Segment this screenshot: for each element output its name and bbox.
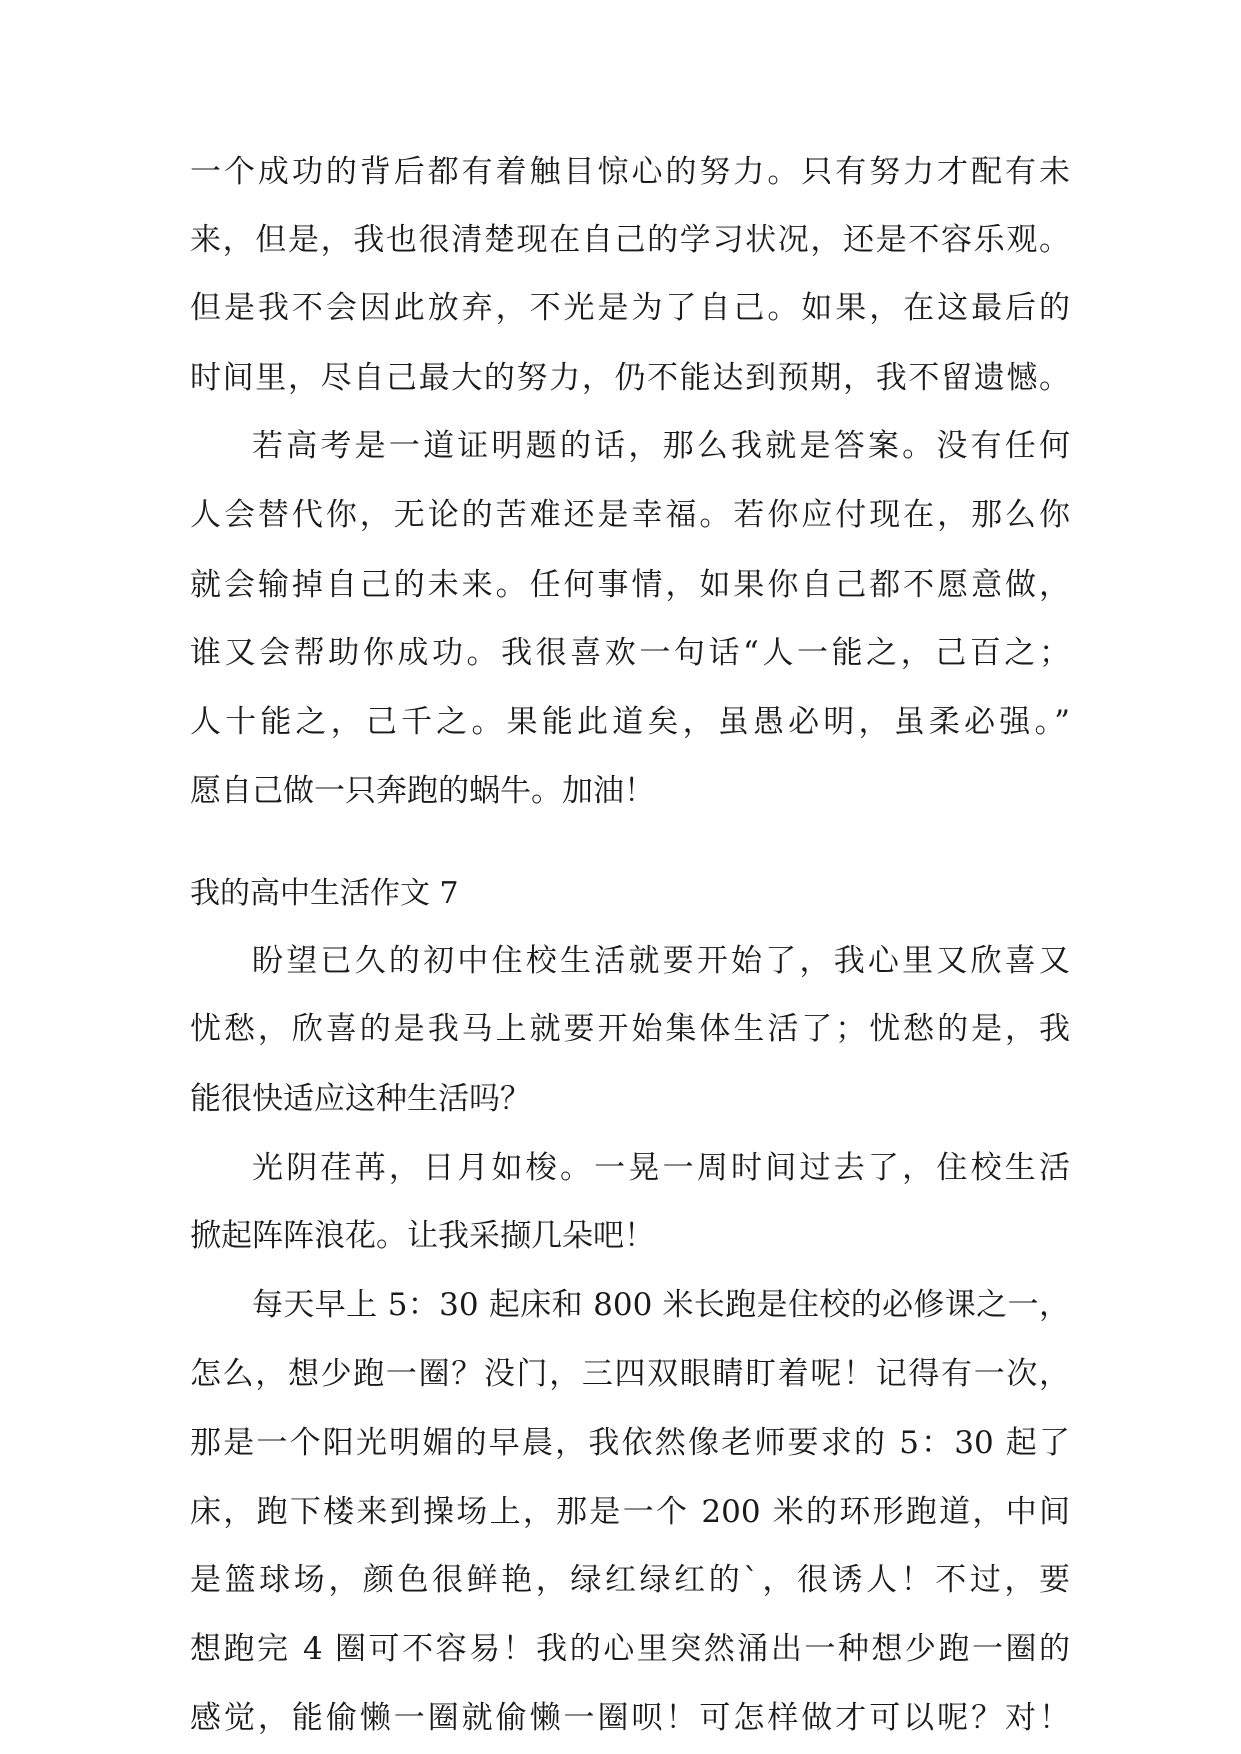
text-line: 是篮球场，颜色很鲜艳，绿红绿红的`，很诱人！不过，要 — [190, 1562, 1070, 1598]
text-line: 想跑完 4 圈可不容易！我的心里突然涌出一种想少跑一圈的 — [190, 1631, 1070, 1667]
text-line: 掀起阵阵浪花。让我采撷几朵吧！ — [190, 1218, 655, 1254]
text-line: 谁又会帮助你成功。我很喜欢一句话“人一能之，己百之； — [190, 635, 1070, 671]
text-line: 愿自己做一只奔跑的蜗牛。加油！ — [190, 773, 655, 809]
text-line: 人会替代你，无论的苦难还是幸福。若你应付现在，那么你 — [190, 497, 1070, 533]
text-line: 一个成功的背后都有着触目惊心的努力。只有努力才配有未 — [190, 154, 1070, 190]
section-title: 我的高中生活作文 7 — [190, 876, 459, 911]
text-line: 盼望已久的初中住校生活就要开始了，我心里又欣喜又 — [252, 943, 1070, 979]
text-line: 感觉，能偷懒一圈就偷懒一圈呗！可怎样做才可以呢？对！ — [190, 1700, 1070, 1736]
text-line: 忧愁，欣喜的是我马上就要开始集体生活了；忧愁的是，我 — [190, 1011, 1070, 1047]
text-line: 那是一个阳光明媚的早晨，我依然像老师要求的 5：30 起了 — [190, 1425, 1070, 1461]
text-line: 时间里，尽自己最大的努力，仍不能达到预期，我不留遗憾。 — [190, 360, 1070, 396]
text-line: 就会输掉自己的未来。任何事情，如果你自己都不愿意做， — [190, 567, 1070, 603]
text-line: 床，跑下楼来到操场上，那是一个 200 米的环形跑道，中间 — [190, 1494, 1070, 1530]
text-line: 但是我不会因此放弃，不光是为了自己。如果，在这最后的 — [190, 290, 1070, 326]
text-line: 若高考是一道证明题的话，那么我就是答案。没有任何 — [252, 428, 1070, 464]
text-line: 人十能之，己千之。果能此道矣，虽愚必明，虽柔必强。” — [190, 704, 1070, 740]
text-line: 来，但是，我也很清楚现在自己的学习状况，还是不容乐观。 — [190, 222, 1070, 258]
text-line: 怎么，想少跑一圈？没门，三四双眼睛盯着呢！记得有一次， — [190, 1356, 1070, 1392]
text-line: 每天早上 5：30 起床和 800 米长跑是住校的必修课之一， — [252, 1287, 1070, 1323]
text-line: 能很快适应这种生活吗？ — [190, 1081, 531, 1117]
text-line: 光阴荏苒，日月如梭。一晃一周时间过去了，住校生活 — [252, 1150, 1070, 1186]
